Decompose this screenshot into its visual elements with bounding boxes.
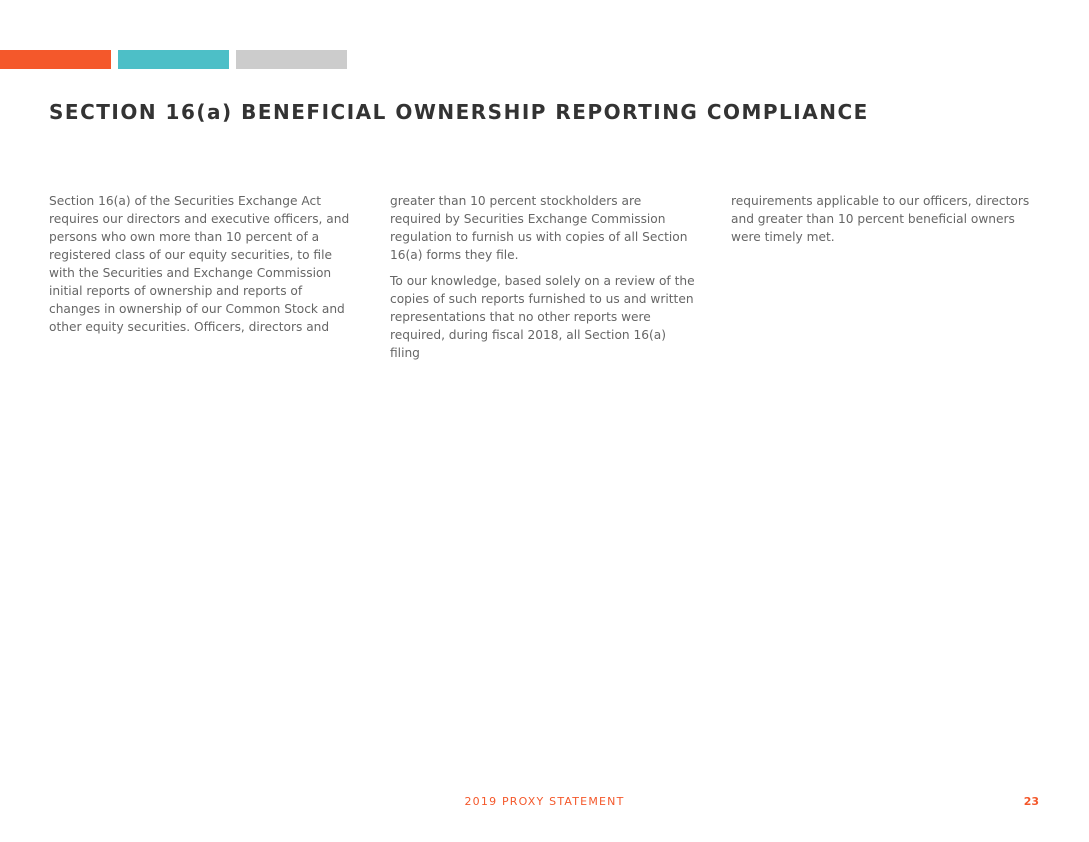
section-title: SECTION 16(a) BENEFICIAL OWNERSHIP REPORTING COMPLIANCE (49, 100, 869, 124)
text-column-3 (731, 192, 1036, 254)
accent-bar-teal (118, 50, 229, 69)
paragraph: Section 16(a) of the Securities Exchange Act requires our directors and executive officers, and persons who own more than 10 percent of a registered class of our equity securities, to file with the Securities and Exchange Commission initial reports of ownership and reports of changes in ownership of our Common Stock and other equity securities. Officers, directors and (49, 194, 350, 334)
footer-document-title: 2019 PROXY STATEMENT (464, 795, 625, 808)
accent-bar-orange (0, 50, 111, 69)
text-column-2 (390, 192, 695, 370)
paragraph: greater than 10 percent stockholders are required by Securities Exchange Commission regulation to furnish us with copies of all Section 16(a) forms they file. (390, 194, 688, 262)
paragraph: requirements applicable to our officers, directors and greater than 10 percent beneficial owners were timely met. (731, 194, 1030, 244)
accent-bar-gray (236, 50, 347, 69)
page-number: 23 (1023, 795, 1039, 808)
paragraph: To our knowledge, based solely on a review of the copies of such reports furnished to us and written representations that no other reports were required, during fiscal 2018, all Section 16(a) filing (390, 274, 695, 360)
text-column-1 (49, 192, 354, 344)
